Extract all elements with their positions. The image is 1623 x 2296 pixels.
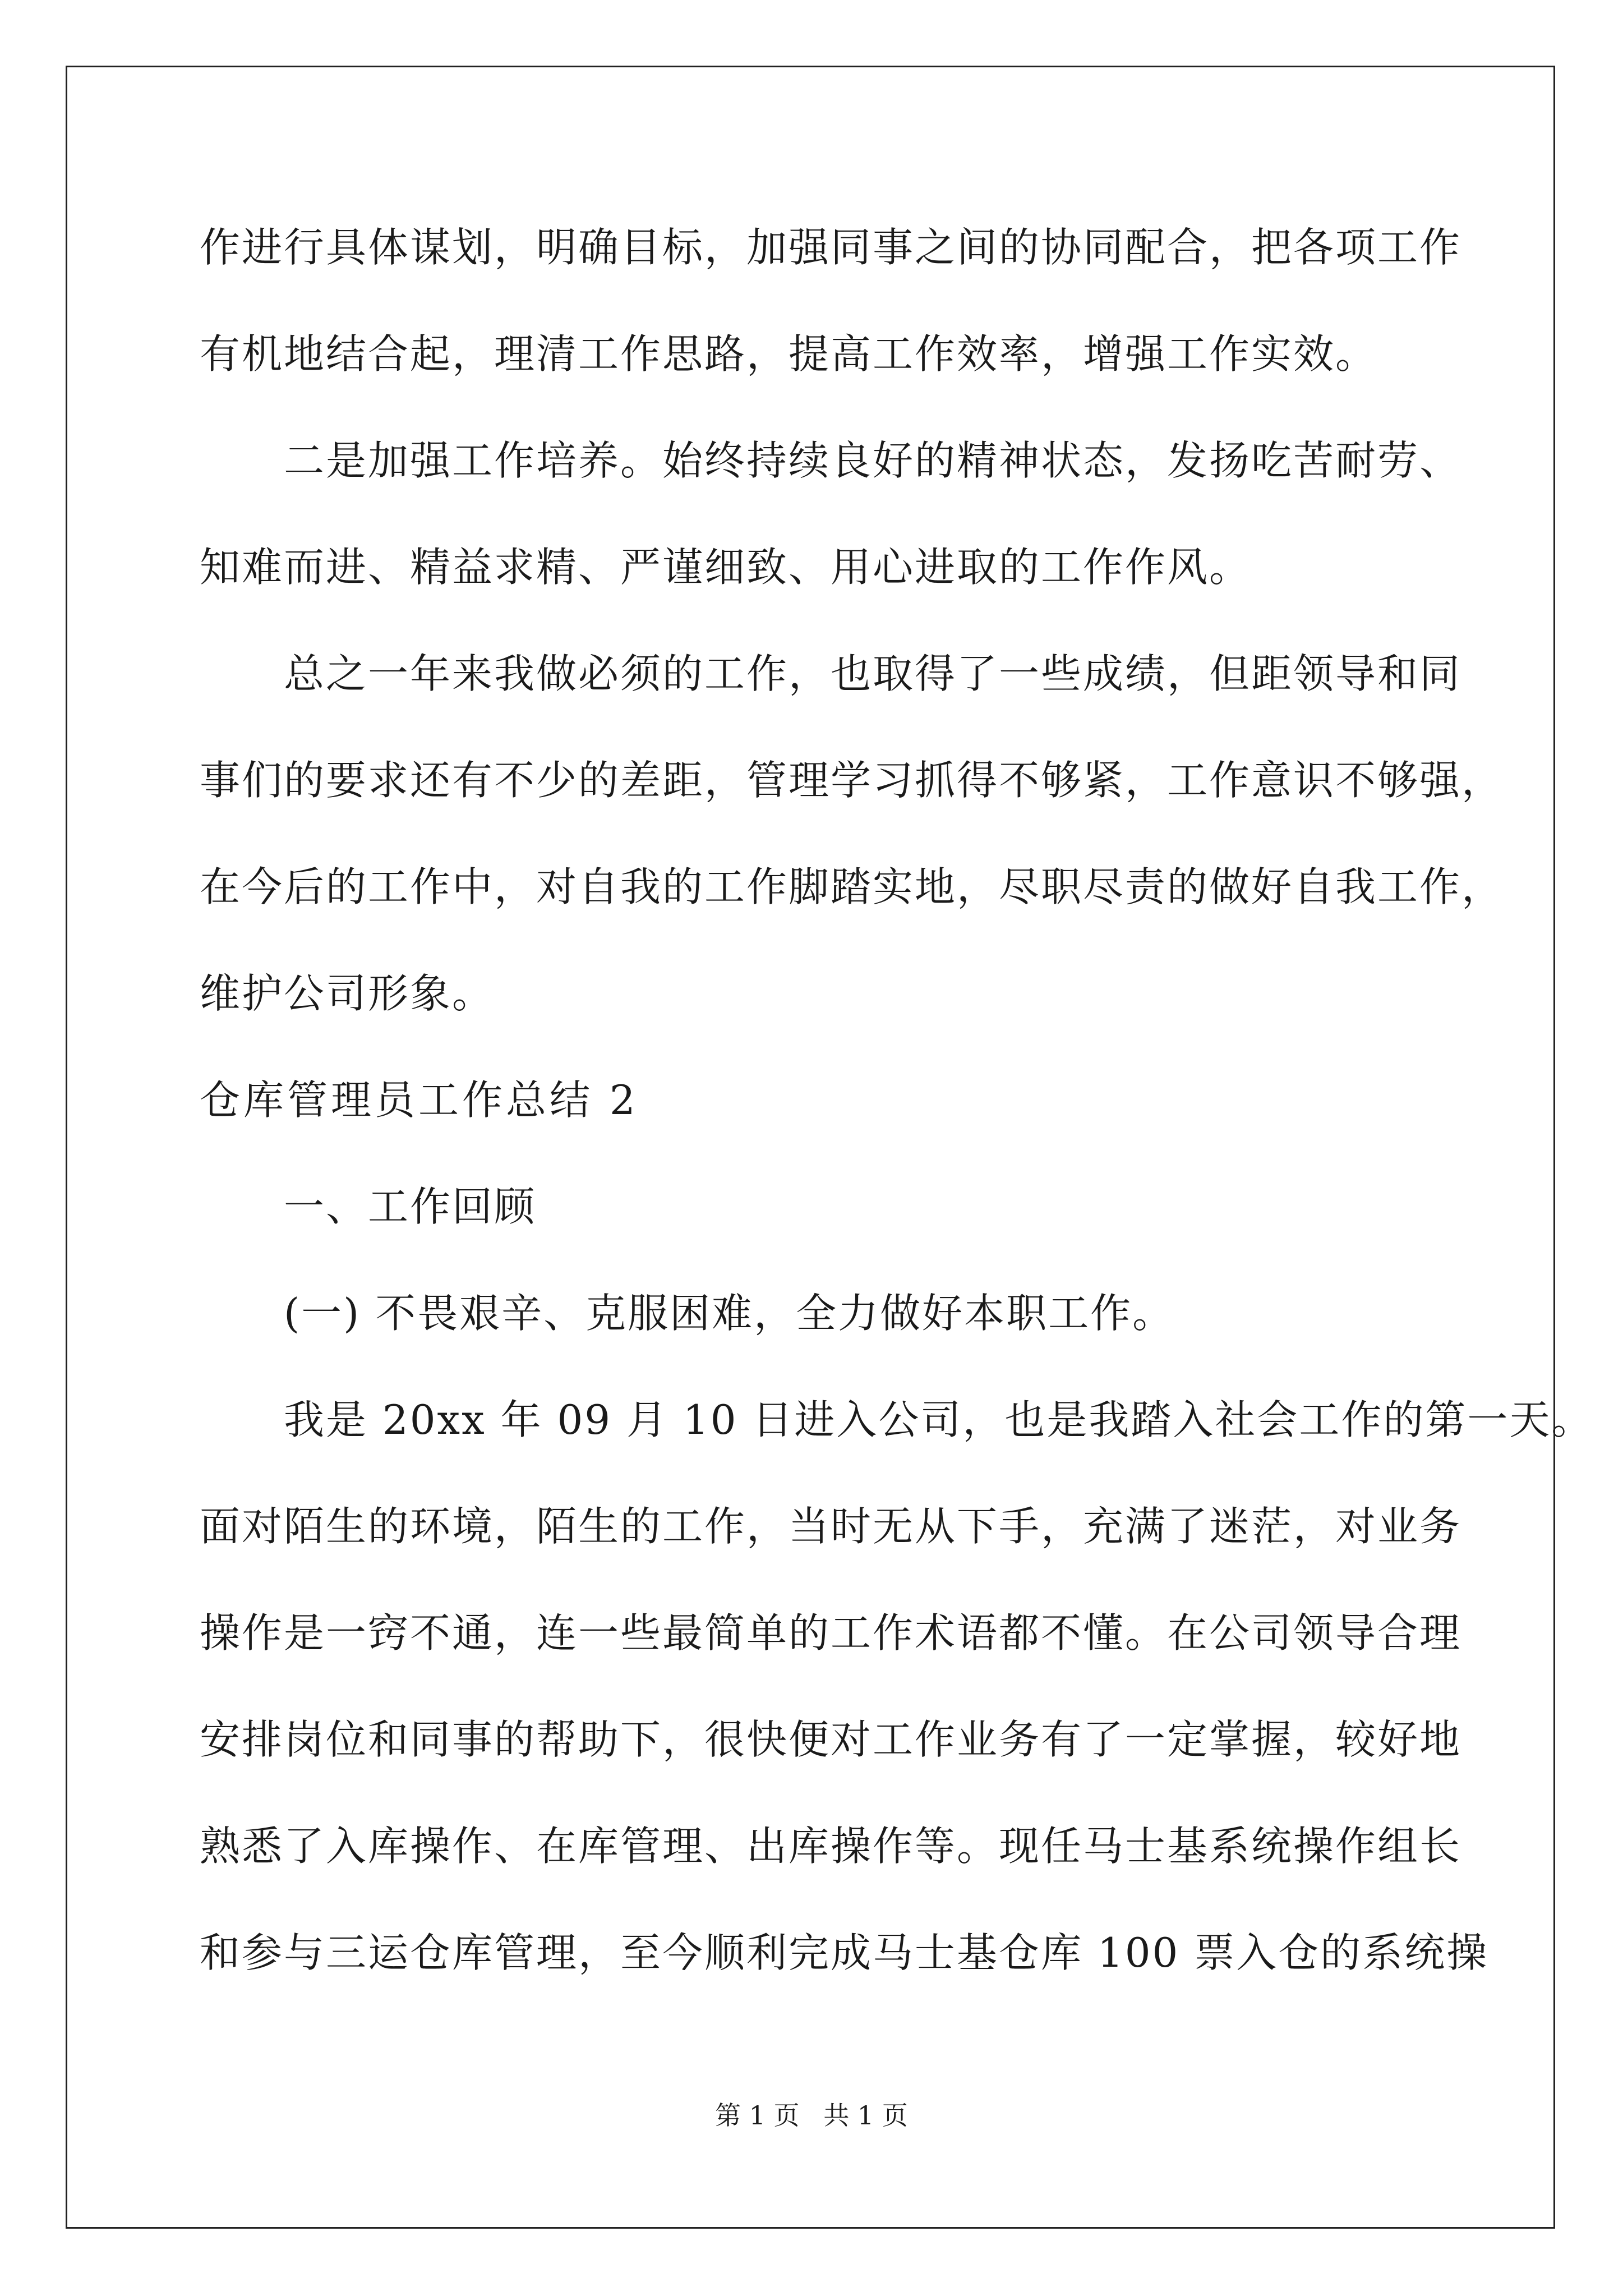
paragraph-start: 我是 20xx 年 09 月 10 日进入公司，也是我踏入社会工作的第一天。: [284, 1396, 1594, 1443]
section-heading: 仓库管理员工作总结 2: [200, 1076, 639, 1124]
page-number: 第 1 页: [715, 2100, 800, 2131]
text-line: 熟悉了入库操作、在库管理、出库操作等。现任马士基系统操作组长: [200, 1823, 1462, 1870]
subsection-heading: (一) 不畏艰辛、克服困难，全力做好本职工作。: [284, 1290, 1175, 1337]
text-line: 和参与三运仓库管理，至今顺利完成马士基仓库 100 票入仓的系统操: [200, 1929, 1489, 1976]
subsection-heading: 一、工作回顾: [284, 1183, 537, 1230]
text-line: 作进行具体谋划，明确目标，加强同事之间的协同配合，把各项工作: [200, 224, 1462, 271]
paragraph-start: 二是加强工作培养。始终持续良好的精神状态，发扬吃苦耐劳、: [284, 437, 1462, 484]
page-footer: [0, 2095, 1623, 2132]
text-line: 事们的要求还有不少的差距，管理学习抓得不够紧，工作意识不够强，: [200, 757, 1504, 804]
paragraph-start: 总之一年来我做必须的工作，也取得了一些成绩，但距领导和同: [284, 650, 1462, 697]
text-line: 维护公司形象。: [200, 970, 495, 1017]
text-line: 在今后的工作中，对自我的工作脚踏实地，尽职尽责的做好自我工作，: [200, 863, 1504, 910]
text-line: 有机地结合起，理清工作思路，提高工作效率，增强工作实效。: [200, 330, 1378, 378]
text-line: 操作是一窍不通，连一些最简单的工作术语都不懂。在公司领导合理: [200, 1609, 1462, 1657]
text-line: 知难而进、精益求精、严谨细致、用心进取的工作作风。: [200, 544, 1252, 591]
page-total: 共 1 页: [823, 2100, 908, 2131]
document-body: [200, 214, 1594, 2026]
text-line: 面对陌生的环境，陌生的工作，当时无从下手，充满了迷茫，对业务: [200, 1503, 1462, 1550]
text-line: 安排岗位和同事的帮助下，很快便对工作业务有了一定掌握，较好地: [200, 1716, 1462, 1763]
